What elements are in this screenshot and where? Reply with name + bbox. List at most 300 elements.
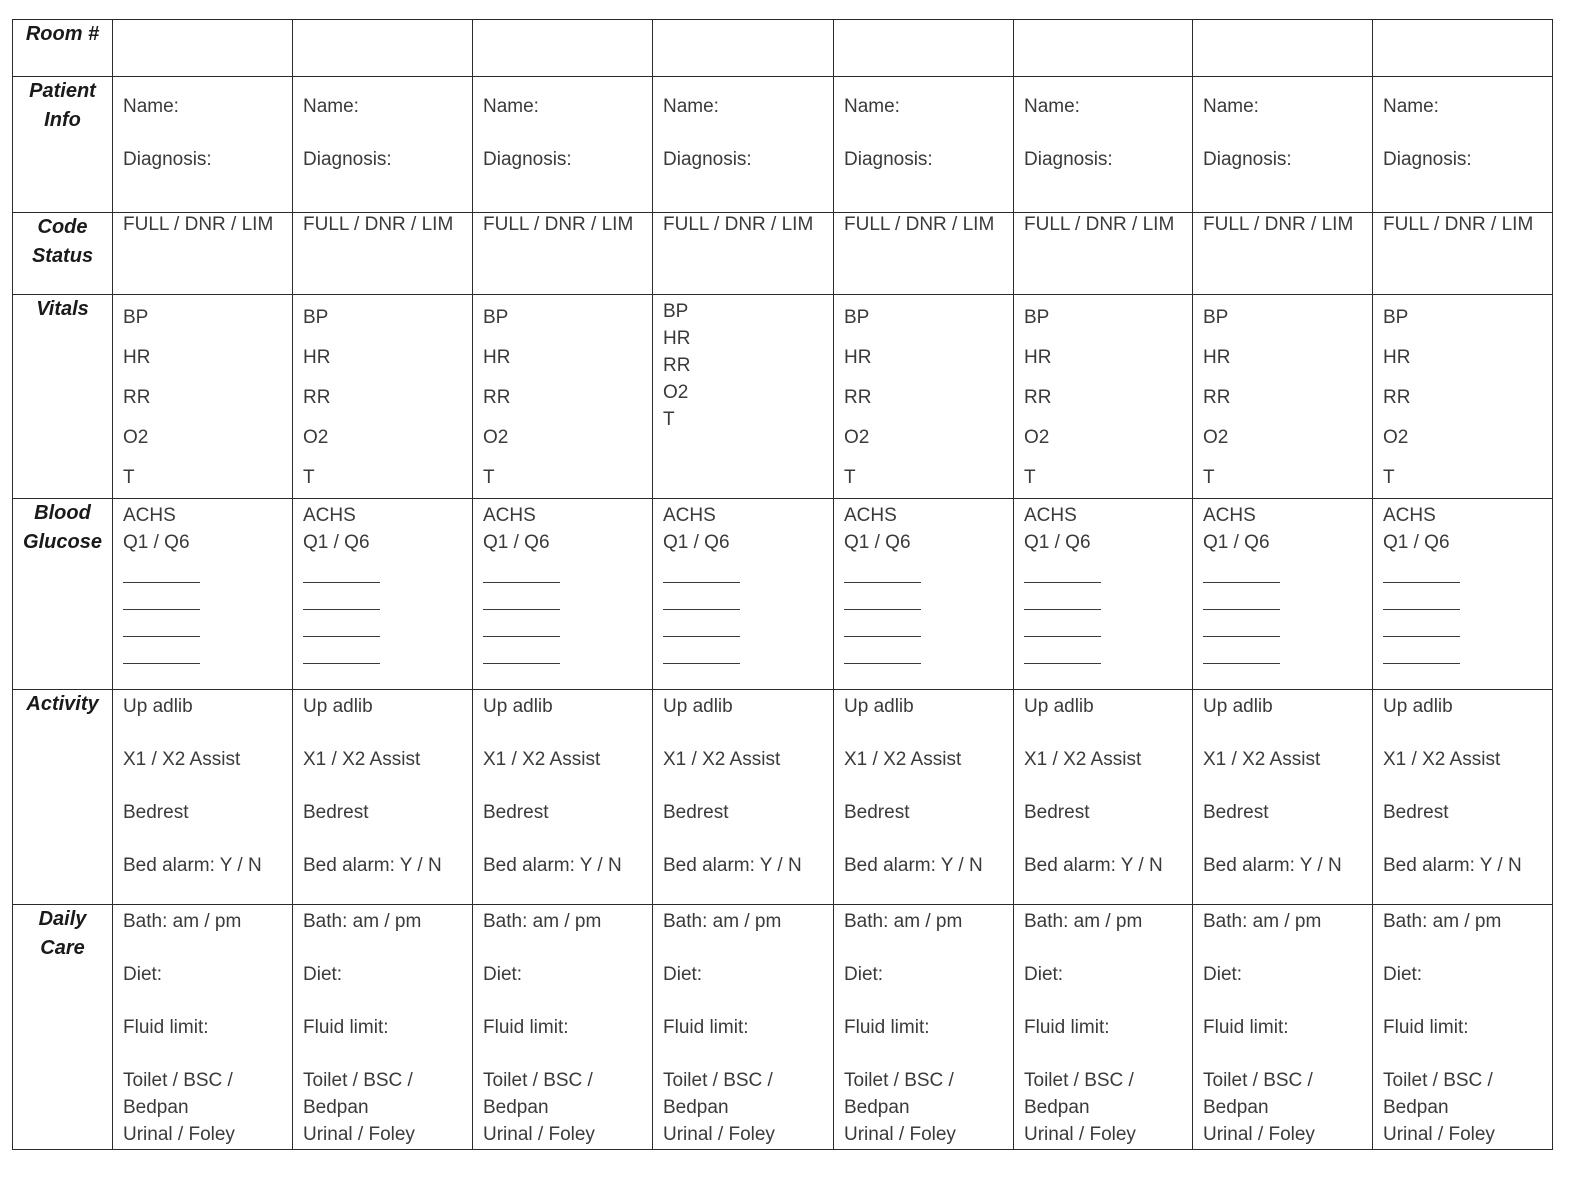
- patient-info-cell[interactable]: [473, 77, 653, 213]
- urinal-foley-label: Urinal / Foley: [303, 1124, 415, 1145]
- vital-bp-label: BP: [1383, 307, 1409, 328]
- code-status-cell[interactable]: [834, 213, 1014, 295]
- vitals-cell[interactable]: [1014, 295, 1193, 499]
- patient-info-fields: [293, 77, 472, 186]
- toileting-options: [1203, 1067, 1372, 1148]
- bed-alarm-label: Bed alarm: Y / N: [1383, 855, 1522, 876]
- vital-bp-label: BP: [1203, 307, 1229, 328]
- vital-hr-label: HR: [844, 347, 872, 368]
- toilet-bsc-label: Toilet / BSC /: [303, 1070, 413, 1091]
- diagnosis-label: Diagnosis:: [1203, 149, 1292, 170]
- patient-info-cell[interactable]: [1014, 77, 1193, 213]
- glucose-blank-line[interactable]: [663, 637, 740, 664]
- up-adlib-label: Up adlib: [663, 696, 733, 717]
- vitals-list: [1193, 295, 1372, 498]
- glucose-blank-line[interactable]: [1024, 610, 1101, 637]
- assist-label: X1 / X2 Assist: [123, 749, 241, 770]
- label-care-line-2: Care: [40, 937, 85, 959]
- daily-care-cell[interactable]: [834, 905, 1014, 1150]
- urinal-foley-label: Urinal / Foley: [663, 1124, 775, 1145]
- glucose-blank-line[interactable]: [123, 556, 200, 583]
- name-label: Name:: [1383, 96, 1439, 117]
- q1-q6-label: Q1 / Q6: [303, 532, 370, 553]
- glucose-blank-line[interactable]: [1203, 610, 1280, 637]
- toilet-bsc-label: Toilet / BSC /: [1203, 1070, 1313, 1091]
- vital-rr-label: RR: [483, 387, 511, 408]
- vital-o2-label: O2: [1203, 427, 1229, 448]
- vital-bp-label: BP: [123, 307, 149, 328]
- daily-care-cell[interactable]: [293, 905, 473, 1150]
- diet-label: Diet:: [1383, 964, 1423, 985]
- bed-alarm-label: Bed alarm: Y / N: [844, 855, 983, 876]
- patient-info-fields: [834, 77, 1013, 186]
- name-label: Name:: [123, 96, 179, 117]
- diagnosis-label: Diagnosis:: [844, 149, 933, 170]
- vital-rr-label: RR: [1383, 387, 1411, 408]
- daily-care-fields: [1193, 895, 1372, 1148]
- toilet-bsc-label: Toilet / BSC /: [483, 1070, 593, 1091]
- room-cell[interactable]: [1373, 20, 1553, 77]
- patient-info-cell[interactable]: [653, 77, 834, 213]
- activity-cell[interactable]: [1373, 690, 1553, 905]
- vital-o2-label: O2: [663, 382, 689, 403]
- vitals-list: [293, 295, 472, 498]
- glucose-blank-line[interactable]: [303, 610, 380, 637]
- toileting-options: [844, 1067, 1013, 1148]
- toilet-bsc-label: Toilet / BSC /: [844, 1070, 954, 1091]
- daily-care-fields: [1373, 895, 1552, 1148]
- daily-care-cell[interactable]: [1014, 905, 1193, 1150]
- row-activity: [13, 690, 1553, 905]
- label-code-status-text: [18, 213, 108, 271]
- q1-q6-label: Q1 / Q6: [123, 532, 190, 553]
- glucose-blank-line[interactable]: [1024, 556, 1101, 583]
- patient-info-fields: [1193, 77, 1372, 186]
- label-glucose-line-1: Blood: [34, 502, 91, 524]
- activity-options: [1373, 680, 1552, 892]
- glucose-blank-line[interactable]: [123, 637, 200, 664]
- name-label: Name:: [1024, 96, 1080, 117]
- bed-alarm-label: Bed alarm: Y / N: [1024, 855, 1163, 876]
- code-status-options: FULL / DNR / LIM: [1024, 214, 1175, 235]
- bath-label: Bath: am / pm: [1203, 911, 1322, 932]
- diagnosis-label: Diagnosis:: [663, 149, 752, 170]
- up-adlib-label: Up adlib: [844, 696, 914, 717]
- vital-bp-label: BP: [303, 307, 329, 328]
- up-adlib-label: Up adlib: [123, 696, 193, 717]
- label-daily-care: [13, 905, 113, 1150]
- vital-o2-label: O2: [483, 427, 509, 448]
- diet-label: Diet:: [663, 964, 703, 985]
- glucose-fields: [113, 499, 292, 664]
- achs-label: ACHS: [303, 505, 356, 526]
- row-room: [13, 20, 1553, 77]
- vital-o2-label: O2: [1383, 427, 1409, 448]
- vital-hr-label: HR: [123, 347, 151, 368]
- toileting-options: [483, 1067, 652, 1148]
- q1-q6-label: Q1 / Q6: [1383, 532, 1450, 553]
- activity-options: [653, 680, 833, 892]
- daily-care-fields: [113, 895, 292, 1148]
- glucose-blank-line[interactable]: [303, 637, 380, 664]
- code-status-cell[interactable]: [653, 213, 834, 295]
- glucose-blank-line[interactable]: [303, 583, 380, 610]
- daily-care-fields: [653, 895, 833, 1148]
- daily-care-cell[interactable]: [473, 905, 653, 1150]
- vital-t-label: T: [303, 467, 315, 488]
- achs-label: ACHS: [1203, 505, 1256, 526]
- room-cell[interactable]: [1193, 20, 1373, 77]
- vital-bp-label: BP: [483, 307, 509, 328]
- blood-glucose-cell[interactable]: [1373, 499, 1553, 690]
- vital-t-label: T: [123, 467, 135, 488]
- toilet-bsc-label: Toilet / BSC /: [1024, 1070, 1134, 1091]
- bedrest-label: Bedrest: [1024, 802, 1090, 823]
- bed-alarm-label: Bed alarm: Y / N: [123, 855, 262, 876]
- toileting-options: [1383, 1067, 1552, 1148]
- daily-care-fields: [834, 895, 1013, 1148]
- activity-options: [293, 680, 472, 892]
- vital-bp-label: BP: [1024, 307, 1050, 328]
- achs-label: ACHS: [663, 505, 716, 526]
- urinal-foley-label: Urinal / Foley: [123, 1124, 235, 1145]
- bedpan-label: Bedpan: [1203, 1097, 1269, 1118]
- label-code-line-2: Status: [31, 245, 94, 267]
- vitals-cell[interactable]: [1373, 295, 1553, 499]
- fluid-limit-label: Fluid limit:: [483, 1017, 569, 1038]
- vitals-list: [653, 295, 833, 433]
- glucose-blank-line[interactable]: [1203, 583, 1280, 610]
- vital-hr-label: HR: [663, 328, 691, 349]
- vital-rr-label: RR: [1203, 387, 1231, 408]
- glucose-blank-line[interactable]: [483, 583, 560, 610]
- code-status-options: FULL / DNR / LIM: [483, 214, 634, 235]
- bed-alarm-label: Bed alarm: Y / N: [1203, 855, 1342, 876]
- code-status-options: FULL / DNR / LIM: [1203, 214, 1354, 235]
- glucose-blank-line[interactable]: [483, 637, 560, 664]
- patient-info-fields: [1373, 77, 1552, 186]
- daily-care-fields: [293, 895, 472, 1148]
- glucose-blank-line[interactable]: [1383, 637, 1460, 664]
- fluid-limit-label: Fluid limit:: [123, 1017, 209, 1038]
- diet-label: Diet:: [123, 964, 163, 985]
- label-patient-line-2: Info: [44, 109, 81, 131]
- glucose-fields: [1014, 499, 1192, 664]
- code-status-options: FULL / DNR / LIM: [1383, 214, 1534, 235]
- bedrest-label: Bedrest: [123, 802, 189, 823]
- up-adlib-label: Up adlib: [1203, 696, 1273, 717]
- assist-label: X1 / X2 Assist: [303, 749, 421, 770]
- activity-cell[interactable]: [473, 690, 653, 905]
- vital-hr-label: HR: [1024, 347, 1052, 368]
- q1-q6-label: Q1 / Q6: [663, 532, 730, 553]
- vitals-cell[interactable]: [293, 295, 473, 499]
- up-adlib-label: Up adlib: [483, 696, 553, 717]
- bath-label: Bath: am / pm: [1024, 911, 1143, 932]
- activity-cell[interactable]: [293, 690, 473, 905]
- bath-label: Bath: am / pm: [663, 911, 782, 932]
- q1-q6-label: Q1 / Q6: [1203, 532, 1270, 553]
- glucose-blank-line[interactable]: [1383, 610, 1460, 637]
- vital-o2-label: O2: [303, 427, 329, 448]
- name-label: Name:: [303, 96, 359, 117]
- urinal-foley-label: Urinal / Foley: [1203, 1124, 1315, 1145]
- q1-q6-label: Q1 / Q6: [844, 532, 911, 553]
- bath-label: Bath: am / pm: [483, 911, 602, 932]
- q1-q6-label: Q1 / Q6: [483, 532, 550, 553]
- glucose-fields: [834, 499, 1013, 664]
- bed-alarm-label: Bed alarm: Y / N: [303, 855, 442, 876]
- glucose-blank-line[interactable]: [123, 583, 200, 610]
- bed-alarm-label: Bed alarm: Y / N: [663, 855, 802, 876]
- label-patient-line-1: Patient: [29, 80, 96, 102]
- glucose-blank-line[interactable]: [483, 610, 560, 637]
- patient-info-fields: [473, 77, 652, 186]
- fluid-limit-label: Fluid limit:: [1203, 1017, 1289, 1038]
- up-adlib-label: Up adlib: [1383, 696, 1453, 717]
- daily-care-fields: [473, 895, 652, 1148]
- row-vitals: [13, 295, 1553, 499]
- diet-label: Diet:: [483, 964, 523, 985]
- vital-t-label: T: [1024, 467, 1036, 488]
- glucose-fields: [1193, 499, 1372, 664]
- glucose-blank-line[interactable]: [1024, 637, 1101, 664]
- vital-o2-label: O2: [844, 427, 870, 448]
- vital-rr-label: RR: [663, 355, 691, 376]
- row-patient-info: [13, 77, 1553, 213]
- diet-label: Diet:: [1024, 964, 1064, 985]
- vitals-cell[interactable]: [473, 295, 653, 499]
- vital-t-label: T: [483, 467, 495, 488]
- bath-label: Bath: am / pm: [844, 911, 963, 932]
- code-status-options: FULL / DNR / LIM: [663, 214, 814, 235]
- vitals-cell[interactable]: [113, 295, 293, 499]
- label-activity-text: Activity: [26, 693, 99, 715]
- daily-care-cell[interactable]: [113, 905, 293, 1150]
- blood-glucose-cell[interactable]: [1014, 499, 1193, 690]
- row-daily-care: [13, 905, 1553, 1150]
- fluid-limit-label: Fluid limit:: [844, 1017, 930, 1038]
- row-code-status: [13, 213, 1553, 295]
- code-status-cell[interactable]: [113, 213, 293, 295]
- vital-o2-label: O2: [1024, 427, 1050, 448]
- activity-cell[interactable]: [1193, 690, 1373, 905]
- room-cell[interactable]: [834, 20, 1014, 77]
- assist-label: X1 / X2 Assist: [1024, 749, 1142, 770]
- label-blood-glucose: [13, 499, 113, 690]
- name-label: Name:: [844, 96, 900, 117]
- room-cell[interactable]: [293, 20, 473, 77]
- blood-glucose-cell[interactable]: [113, 499, 293, 690]
- room-cell[interactable]: [113, 20, 293, 77]
- patient-info-cell[interactable]: [293, 77, 473, 213]
- patient-info-cell[interactable]: [834, 77, 1014, 213]
- achs-label: ACHS: [483, 505, 536, 526]
- code-status-options: FULL / DNR / LIM: [303, 214, 454, 235]
- blood-glucose-cell[interactable]: [473, 499, 653, 690]
- fluid-limit-label: Fluid limit:: [303, 1017, 389, 1038]
- patient-info-fields: [113, 77, 292, 186]
- label-patient-info-text: [18, 77, 108, 135]
- vital-rr-label: RR: [1024, 387, 1052, 408]
- vital-rr-label: RR: [844, 387, 872, 408]
- label-glucose-line-2: Glucose: [23, 531, 102, 553]
- daily-care-cell[interactable]: [653, 905, 834, 1150]
- glucose-fields: [653, 499, 833, 664]
- label-room-text: Room #: [25, 23, 100, 45]
- code-status-cell[interactable]: [1014, 213, 1193, 295]
- label-activity: [13, 690, 113, 905]
- toilet-bsc-label: Toilet / BSC /: [1383, 1070, 1493, 1091]
- diagnosis-label: Diagnosis:: [1024, 149, 1113, 170]
- glucose-fields: [473, 499, 652, 664]
- patient-report-sheet: [12, 19, 1553, 1150]
- achs-label: ACHS: [1024, 505, 1077, 526]
- q1-q6-label: Q1 / Q6: [1024, 532, 1091, 553]
- activity-options: [473, 680, 652, 892]
- glucose-blank-line[interactable]: [663, 610, 740, 637]
- room-cell[interactable]: [653, 20, 834, 77]
- glucose-blank-line[interactable]: [483, 556, 560, 583]
- bedrest-label: Bedrest: [663, 802, 729, 823]
- glucose-blank-line[interactable]: [1203, 637, 1280, 664]
- patient-info-cell[interactable]: [1373, 77, 1553, 213]
- name-label: Name:: [1203, 96, 1259, 117]
- glucose-blank-line[interactable]: [1203, 556, 1280, 583]
- glucose-blank-line[interactable]: [844, 583, 921, 610]
- activity-options: [1193, 680, 1372, 892]
- up-adlib-label: Up adlib: [1024, 696, 1094, 717]
- glucose-fields: [1373, 499, 1552, 664]
- vital-hr-label: HR: [1203, 347, 1231, 368]
- glucose-blank-line[interactable]: [663, 583, 740, 610]
- code-status-cell[interactable]: [1373, 213, 1553, 295]
- daily-care-cell[interactable]: [1373, 905, 1553, 1150]
- diet-label: Diet:: [1203, 964, 1243, 985]
- patient-info-cell[interactable]: [113, 77, 293, 213]
- vital-hr-label: HR: [483, 347, 511, 368]
- vitals-cell[interactable]: [653, 295, 834, 499]
- glucose-blank-line[interactable]: [1383, 556, 1460, 583]
- urinal-foley-label: Urinal / Foley: [1383, 1124, 1495, 1145]
- label-vitals-text: Vitals: [36, 298, 89, 320]
- urinal-foley-label: Urinal / Foley: [844, 1124, 956, 1145]
- vitals-list: [1014, 295, 1192, 498]
- label-vitals: [13, 295, 113, 499]
- toileting-options: [303, 1067, 472, 1148]
- activity-options: [1014, 680, 1192, 892]
- vitals-list: [1373, 295, 1552, 498]
- room-cell[interactable]: [473, 20, 653, 77]
- bedrest-label: Bedrest: [844, 802, 910, 823]
- blood-glucose-cell[interactable]: [834, 499, 1014, 690]
- vitals-cell[interactable]: [1193, 295, 1373, 499]
- code-status-cell[interactable]: [293, 213, 473, 295]
- bedpan-label: Bedpan: [1024, 1097, 1090, 1118]
- glucose-blank-line[interactable]: [123, 610, 200, 637]
- glucose-blank-line[interactable]: [844, 610, 921, 637]
- label-code-line-1: Code: [37, 216, 88, 238]
- activity-cell[interactable]: [1014, 690, 1193, 905]
- assist-label: X1 / X2 Assist: [844, 749, 962, 770]
- diet-label: Diet:: [303, 964, 343, 985]
- vital-bp-label: BP: [844, 307, 870, 328]
- glucose-blank-line[interactable]: [844, 637, 921, 664]
- toilet-bsc-label: Toilet / BSC /: [663, 1070, 773, 1091]
- code-status-cell[interactable]: [473, 213, 653, 295]
- achs-label: ACHS: [1383, 505, 1436, 526]
- vital-t-label: T: [844, 467, 856, 488]
- bedpan-label: Bedpan: [483, 1097, 549, 1118]
- bedrest-label: Bedrest: [1383, 802, 1449, 823]
- glucose-blank-line[interactable]: [1383, 583, 1460, 610]
- blood-glucose-cell[interactable]: [1193, 499, 1373, 690]
- toilet-bsc-label: Toilet / BSC /: [123, 1070, 233, 1091]
- daily-care-cell[interactable]: [1193, 905, 1373, 1150]
- diet-label: Diet:: [844, 964, 884, 985]
- vital-hr-label: HR: [303, 347, 331, 368]
- urinal-foley-label: Urinal / Foley: [483, 1124, 595, 1145]
- glucose-blank-line[interactable]: [1024, 583, 1101, 610]
- toileting-options: [663, 1067, 833, 1148]
- label-glucose-text: [18, 499, 108, 557]
- activity-options: [113, 680, 292, 892]
- blood-glucose-cell[interactable]: [653, 499, 834, 690]
- bedpan-label: Bedpan: [1383, 1097, 1449, 1118]
- achs-label: ACHS: [844, 505, 897, 526]
- fluid-limit-label: Fluid limit:: [1024, 1017, 1110, 1038]
- room-cell[interactable]: [1014, 20, 1193, 77]
- bedpan-label: Bedpan: [303, 1097, 369, 1118]
- fluid-limit-label: Fluid limit:: [663, 1017, 749, 1038]
- bedpan-label: Bedpan: [123, 1097, 189, 1118]
- bath-label: Bath: am / pm: [123, 911, 242, 932]
- glucose-blank-line[interactable]: [844, 556, 921, 583]
- assist-label: X1 / X2 Assist: [483, 749, 601, 770]
- patient-info-fields: [1014, 77, 1192, 186]
- bed-alarm-label: Bed alarm: Y / N: [483, 855, 622, 876]
- vitals-list: [473, 295, 652, 498]
- diagnosis-label: Diagnosis:: [1383, 149, 1472, 170]
- diagnosis-label: Diagnosis:: [123, 149, 212, 170]
- activity-cell[interactable]: [834, 690, 1014, 905]
- assist-label: X1 / X2 Assist: [1383, 749, 1501, 770]
- achs-label: ACHS: [123, 505, 176, 526]
- glucose-blank-line[interactable]: [303, 556, 380, 583]
- blood-glucose-cell[interactable]: [293, 499, 473, 690]
- vital-o2-label: O2: [123, 427, 149, 448]
- code-status-cell[interactable]: [1193, 213, 1373, 295]
- code-status-options: FULL / DNR / LIM: [844, 214, 995, 235]
- activity-cell[interactable]: [653, 690, 834, 905]
- vitals-cell[interactable]: [834, 295, 1014, 499]
- toileting-options: [123, 1067, 292, 1148]
- patient-info-cell[interactable]: [1193, 77, 1373, 213]
- toileting-options: [1024, 1067, 1192, 1148]
- glucose-blank-line[interactable]: [663, 556, 740, 583]
- label-room: [13, 20, 113, 77]
- label-care-line-1: Daily: [38, 908, 87, 930]
- vital-t-label: T: [1203, 467, 1215, 488]
- vital-bp-label: BP: [663, 301, 689, 322]
- assist-label: X1 / X2 Assist: [663, 749, 781, 770]
- label-patient-info: [13, 77, 113, 213]
- vital-t-label: T: [663, 409, 675, 430]
- code-status-options: FULL / DNR / LIM: [123, 214, 274, 235]
- bedrest-label: Bedrest: [303, 802, 369, 823]
- assist-label: X1 / X2 Assist: [1203, 749, 1321, 770]
- activity-cell[interactable]: [113, 690, 293, 905]
